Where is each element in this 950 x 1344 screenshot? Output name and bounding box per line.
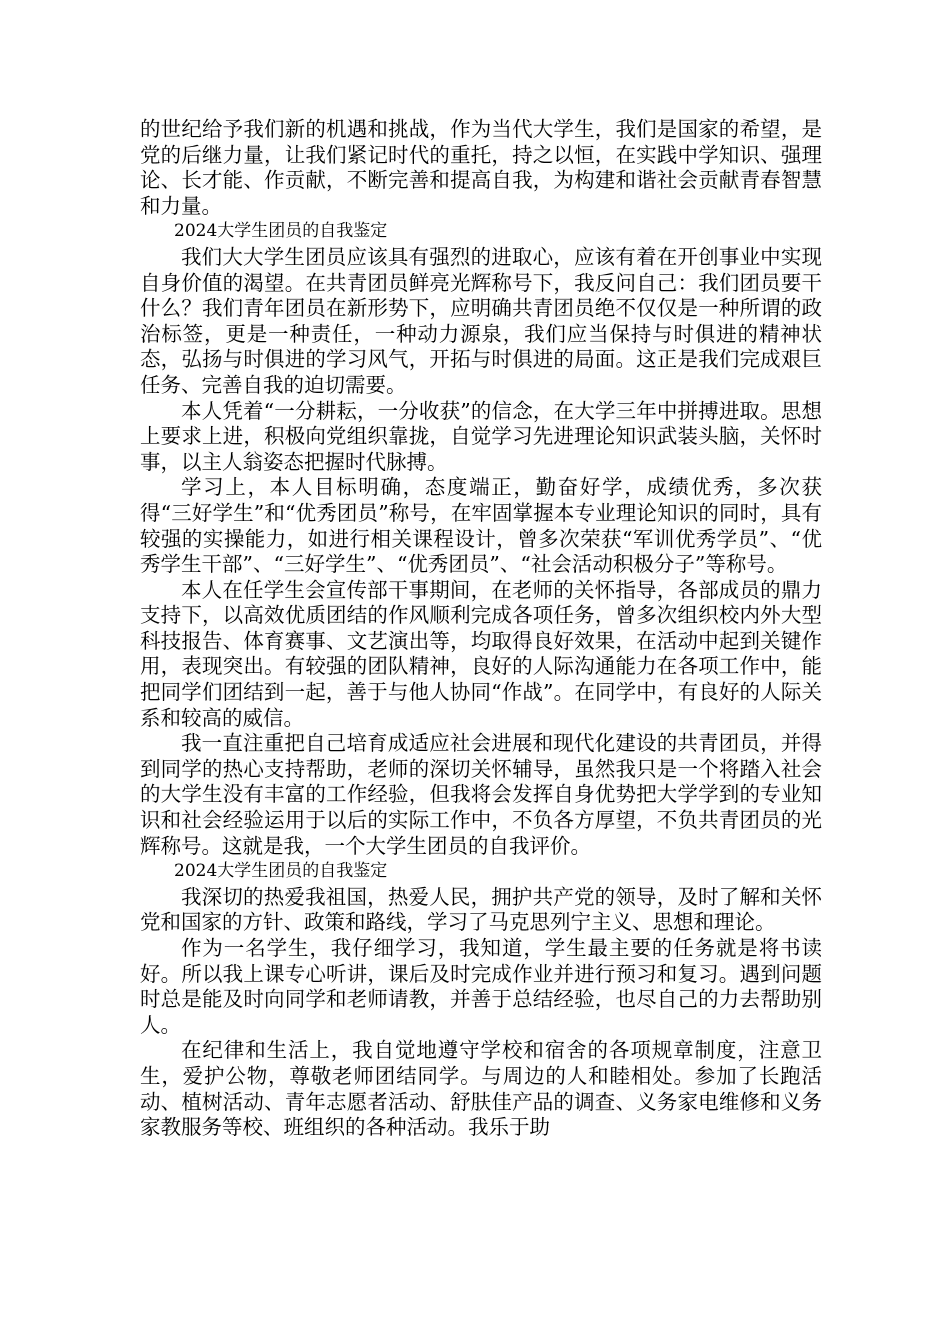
- paragraph: 本人在任学生会宣传部干事期间，在老师的关怀指导，各部成员的鼎力支持下，以高效优质团结的作风顺利完成各项任务，曾多次组织校内外大型科技报告、体育赛事、文艺演出等，均取得良好效果，在活动中起到关键作用，表现突出。有较强的团队精神，良好的人际沟通能力在各项工作中，能把同学们团结到一起，善于与他人协同“作战”。在同学中，有良好的人际关系和较高的威信。: [140, 577, 822, 730]
- paragraph: 在纪律和生活上，我自觉地遵守学校和宿舍的各项规章制度，注意卫生，爱护公物，尊敬老师团结同学。与周边的人和睦相处。参加了长跑活动、植树活动、青年志愿者活动、舒肤佳产品的调查、义务家电维修和义务家教服务等校、班组织的各种活动。我乐于助: [140, 1038, 822, 1140]
- section-heading: 2024大学生团员的自我鉴定: [174, 861, 388, 882]
- section-heading: 2024大学生团员的自我鉴定: [174, 221, 388, 242]
- paragraph: 学习上，本人目标明确，态度端正，勤奋好学，成绩优秀，多次获得“三好学生”和“优秀团员”称号，在牢固掌握本专业理论知识的同时，具有较强的实操能力，如进行相关课程设计，曾多次荣获“军训优秀学员”、“优秀学生干部”、“三好学生”、“优秀团员”、“社会活动积极分子”等称号。: [140, 475, 822, 577]
- paragraph: 作为一名学生，我仔细学习，我知道，学生最主要的任务就是将书读好。所以我上课专心听讲，课后及时完成作业并进行预习和复习。遇到问题时总是能及时向同学和老师请教，并善于总结经验，也尽自己的力去帮助别人。: [140, 936, 822, 1037]
- paragraph: 本人凭着“一分耕耘，一分收获”的信念，在大学三年中拼搏进取。思想上要求上进，积极向党组织靠拢，自觉学习先进理论知识武装头脑，关怀时事，以主人翁姿态把握时代脉搏。: [140, 398, 822, 474]
- document-page: [140, 117, 822, 1141]
- paragraph: 的世纪给予我们新的机遇和挑战，作为当代大学生，我们是国家的希望，是党的后继力量，让我们紧记时代的重托，持之以恒，在实践中学知识、强理论、长才能、作贡献，不断完善和提高自我，为构建和谐社会贡献青春智慧和力量。: [140, 117, 822, 218]
- paragraph: 我一直注重把自己培育成适应社会进展和现代化建设的共青团员，并得到同学的热心支持帮助，老师的深切关怀辅导，虽然我只是一个将踏入社会的大学生没有丰富的工作经验，但我将会发挥自身优势把大学学到的专业知识和社会经验运用于以后的实际工作中，不负各方厚望，不负共青团员的光辉称号。这就是我，一个大学生团员的自我评价。: [140, 731, 822, 858]
- paragraph: 我深切的热爱我祖国，热爱人民，拥护共产党的领导，及时了解和关怀党和国家的方针、政策和路线，学习了马克思列宁主义、思想和理论。: [140, 884, 822, 935]
- paragraph: 我们大大学生团员应该具有强烈的进取心，应该有着在开创事业中实现自身价值的渴望。在共青团员鲜亮光辉称号下，我反问自己：我们团员要干什么？我们青年团员在新形势下，应明确共青团员绝不仅仅是一种所谓的政治标签，更是一种责任，一种动力源泉，我们应当保持与时俱进的精神状态，弘扬与时俱进的学习风气，开拓与时俱进的局面。这正是我们完成艰巨任务、完善自我的迫切需要。: [140, 244, 822, 397]
